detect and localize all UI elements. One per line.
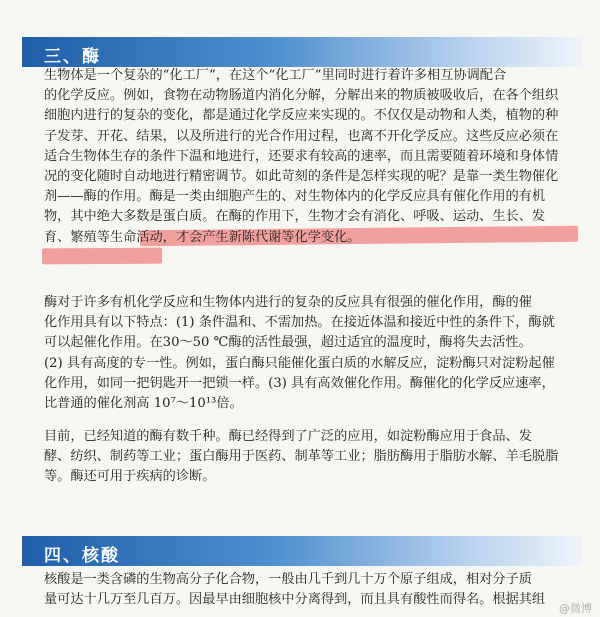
text-line: 可以起催化作用。在30～50 ℃酶的活性最强，超过适宜的温度时，酶将失去活性。	[44, 335, 532, 351]
section-title: 四、核酸	[44, 546, 120, 566]
text-line: 物，其中绝大多数是蛋白质。在酶的作用下，生物才会有消化、呼吸、运动、生长、发	[44, 209, 546, 225]
paragraph	[44, 570, 572, 610]
text-line: 核酸是一类含磷的生物高分子化合物，一般由几千到几十万个原子组成，相对分子质	[44, 572, 532, 587]
text-line: 细胞内进行的复杂的变化，都是通过化学反应来实现的。不仅仅是动物和人类，植物的种	[44, 108, 559, 124]
text-line: 的化学反应。例如，食物在动物肠道内消化分解，分解出来的物质被吸收后，在各个组织	[44, 88, 559, 104]
text-line: 生物体是一个复杂的“化工厂”，在这个“化工厂”里同时进行着许多相互协调配合	[44, 68, 507, 83]
section-title: 三、酶	[44, 47, 101, 67]
text-line: 酵、纺织、制药等工业；蛋白酶用于医药、制革等工业；脂肪酶用于脂肪水解、羊毛脱脂	[44, 449, 559, 465]
text-line: 化作用具有以下特点：(1) 条件温和、不需加热。在接近体温和接近中性的条件下，酶就	[44, 315, 555, 331]
text-line: 育、繁殖等生命活动，才会产生新陈代谢等化学变化。	[44, 229, 361, 245]
highlight-mark	[42, 248, 162, 265]
section-header-enzyme	[22, 37, 582, 67]
text-line: 况的变化随时自动地进行精密调节。如此苛刻的条件是怎样实现的呢？是靠一类生物催化	[44, 168, 559, 184]
text-line: 酶对于许多有机化学反应和生物体内进行的复杂的反应具有很强的催化作用，酶的催	[44, 295, 532, 310]
paragraph	[44, 427, 572, 488]
watermark: @微博	[559, 602, 592, 615]
paragraph	[44, 66, 572, 248]
text-line: 等。酶还可用于疾病的诊断。	[44, 469, 216, 485]
text-line: 剂——酶的作用。酶是一类由细胞产生的、对生物体内的化学反应具有催化作用的有机	[44, 189, 546, 205]
text-line: 目前，已经知道的酶有数千种。酶已经得到了广泛的应用，如淀粉酶应用于食品、发	[44, 429, 532, 444]
section-header-nucleic-acid	[22, 536, 582, 566]
text-line: 子发芽、开花、结果，以及所进行的光合作用过程，也离不开化学反应。这些反应必须在	[44, 128, 559, 144]
text-line: 化作用，如同一把钥匙开一把锁一样。(3) 具有高效催化作用。酶催化的化学反应速率，	[44, 375, 555, 391]
paragraph	[44, 293, 572, 414]
text-line: 比普通的催化剂高 10⁷～10¹³倍。	[44, 395, 243, 411]
text-line: (2) 具有高度的专一性。例如，蛋白酶只能催化蛋白质的水解反应，淀粉酶只对淀粉起催	[44, 355, 555, 371]
text-line: 量可达十几万至几百万。因最早由细胞核中分离得到，而且具有酸性而得名。根据其组	[44, 592, 546, 608]
text-line: 适合生物体生存的条件下温和地进行，还要求有较高的速率，而且需要随着环境和身体情	[44, 148, 559, 164]
